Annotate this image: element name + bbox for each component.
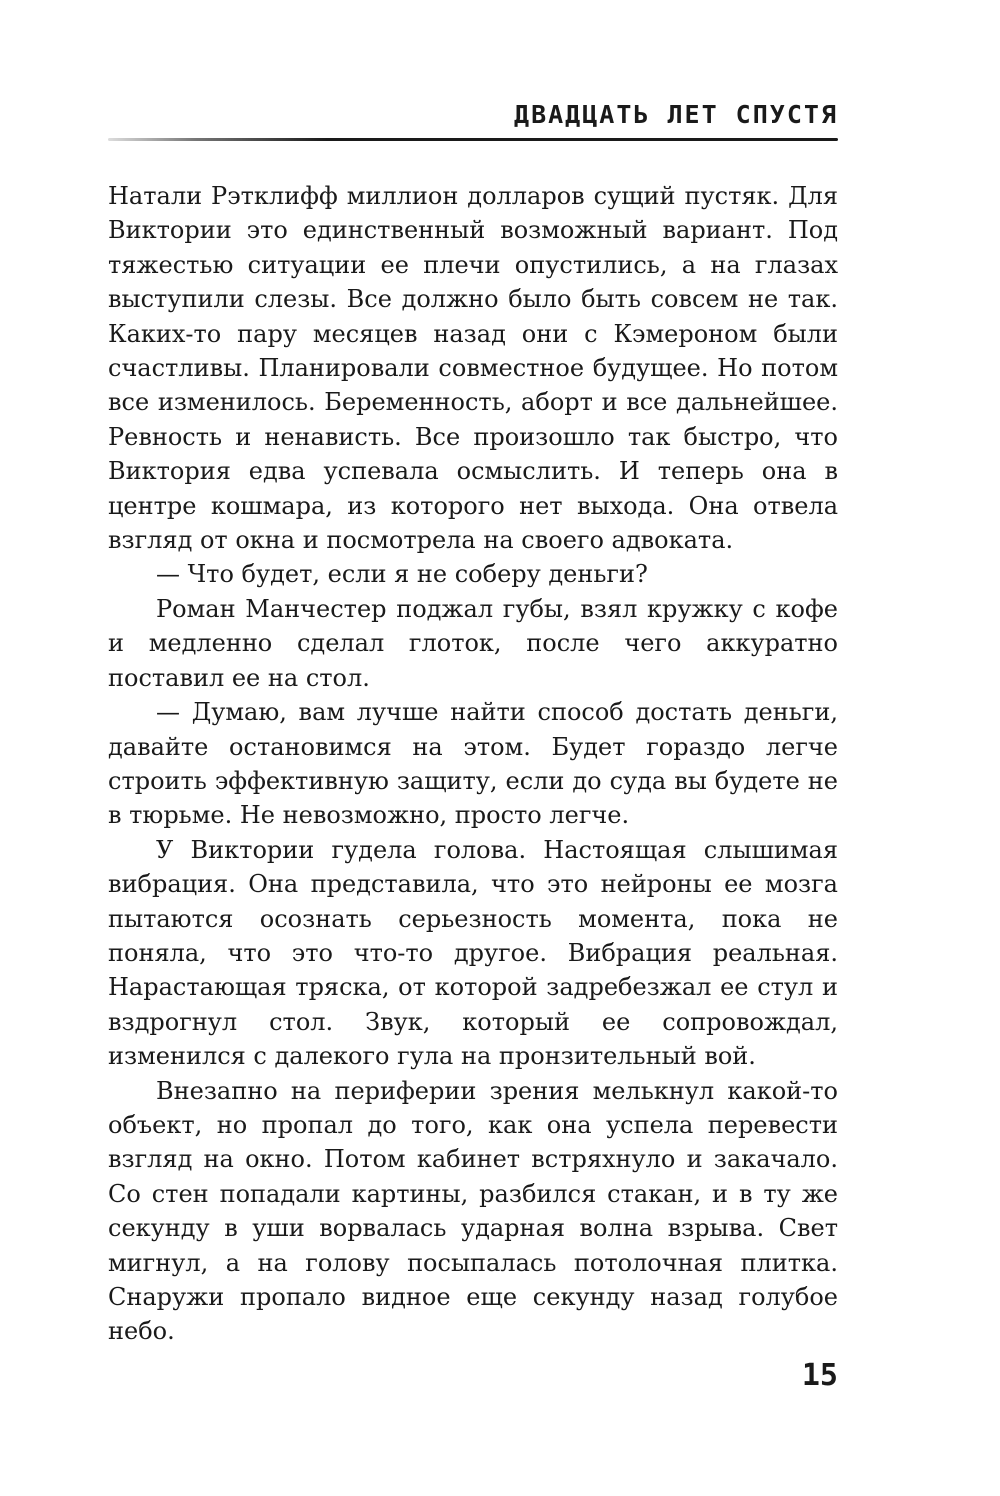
- paragraph: — Думаю, вам лучше найти способ достать деньги, давайте остановимся на этом. Будет гораздо легче строить эффективную защиту, если до суда вы будете не в тюрьме. Не невозможно, просто легче.: [108, 698, 838, 830]
- page-number: 15: [801, 1358, 838, 1393]
- body-text: [108, 179, 838, 1349]
- paragraph: Натали Рэтклифф миллион долларов сущий пустяк. Для Виктории это единственный возможный вариант. Под тяжестью ситуации ее плечи опустились, а на глазах выступили слезы. Все должно было быть совсем не так. Каких-то пару месяцев назад они с Кэмероном были счастливы. Планировали совместное будущее. Но потом все изменилось. Беременность, аборт и все дальнейшее. Ревность и ненависть. Все произошло так быстро, что Виктория едва успевала осмыслить. И теперь она в центре кошмара, из которого нет выхода. Она отвела взгляд от окна и посмотрела на своего адвоката.: [108, 182, 838, 555]
- paragraph: — Что будет, если я не соберу деньги?: [156, 560, 648, 589]
- running-header: [108, 100, 838, 148]
- paragraph: Внезапно на периферии зрения мелькнул какой-то объект, но пропал до того, как она успела перевести взгляд на окно. Потом кабинет встряхнуло и закачало. Со стен попадали картины, разбился стакан, и в ту же секунду в уши ворвалась ударная волна взрыва. Свет мигнул, а на голову посыпалась потолочная плитка. Снаружи пропало видное еще секунду назад голубое небо.: [108, 1076, 838, 1346]
- paragraph: Роман Манчестер поджал губы, взял кружку с кофе и медленно сделал глоток, после чего аккуратно поставил ее на стол.: [108, 594, 838, 692]
- header-title: ДВАДЦАТЬ ЛЕТ СПУСТЯ: [514, 100, 838, 129]
- paragraph: У Виктории гудела голова. Настоящая слышимая вибрация. Она представила, что это нейроны ее мозга пытаются осознать серьезность момента, пока не поняла, что это что-то другое. Вибрация реальная. Нарастающая тряска, от которой задребезжал ее стул и вздрогнул стол. Звук, который ее сопровождал, изменился с далекого гула на пронзительный вой.: [108, 835, 838, 1071]
- header-rule: [108, 138, 838, 141]
